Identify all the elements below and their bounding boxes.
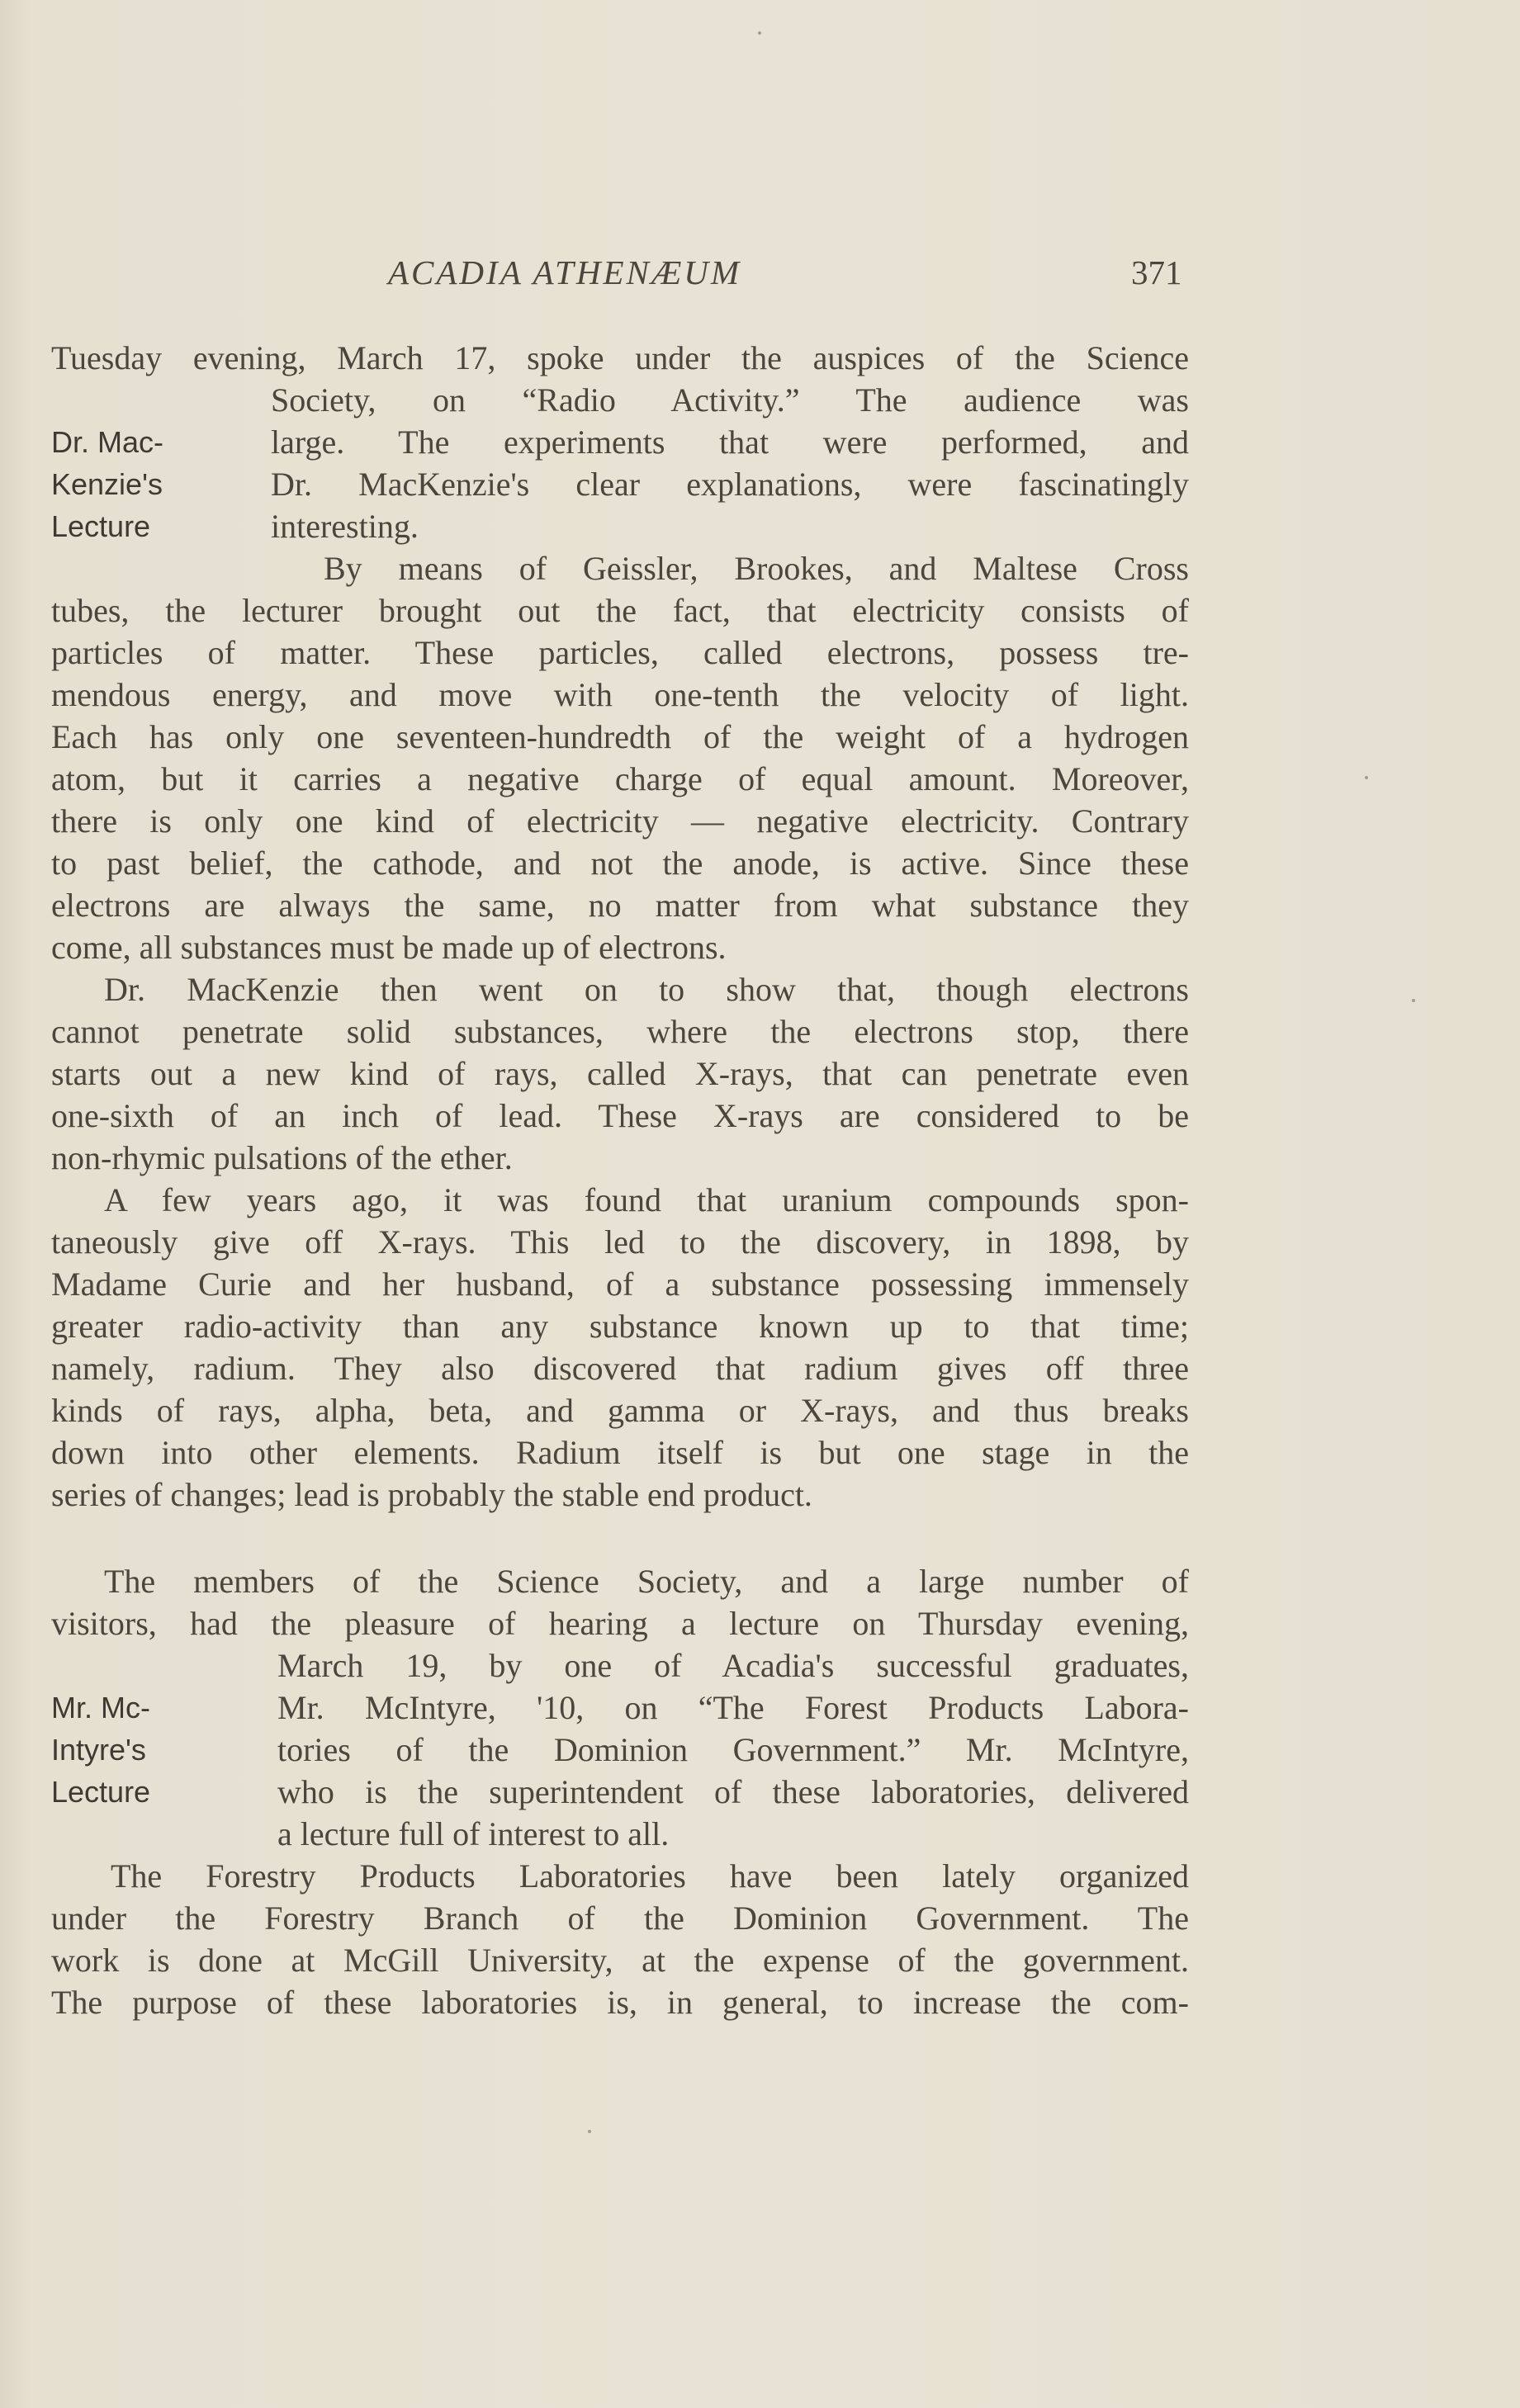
running-title: ACADIA ATHENÆUM bbox=[388, 253, 742, 291]
hanging-block bbox=[51, 379, 1189, 547]
text-line: down into other elements. Radium itself is but one stage in the bbox=[51, 1434, 1189, 1471]
text-line: March 19, by one of Acadia's successful graduates, bbox=[277, 1647, 1189, 1684]
side-heading-line: Mr. Mc- bbox=[51, 1691, 150, 1724]
side-heading bbox=[51, 1644, 271, 1813]
text-line: a lecture full of interest to all. bbox=[277, 1815, 670, 1852]
text-line: Tuesday evening, March 17, spoke under the auspices of the Science bbox=[51, 339, 1189, 376]
page-header bbox=[0, 248, 1520, 297]
text-line: tubes, the lecturer brought out the fact, that electricity consists of bbox=[51, 592, 1189, 629]
text-line: there is only one kind of electricity — negative electricity. Contrary bbox=[51, 802, 1189, 840]
text-line: large. The experiments that were performed, and bbox=[271, 423, 1189, 461]
side-heading-line: Intyre's bbox=[51, 1733, 146, 1767]
text-line: taneously give off X-rays. This led to the discovery, in 1898, by bbox=[51, 1223, 1189, 1261]
paper-speck bbox=[588, 2130, 591, 2133]
hanging-text bbox=[271, 1644, 1189, 1855]
paper-speck bbox=[1365, 776, 1368, 779]
text-line: work is done at McGill University, at the expense of the government. bbox=[51, 1942, 1189, 1979]
page-number: 371 bbox=[1131, 253, 1182, 291]
paragraph bbox=[51, 1855, 1189, 2023]
text-line: visitors, had the pleasure of hearing a lecture on Thursday evening, bbox=[51, 1605, 1189, 1642]
text-line: particles of matter. These particles, called electrons, possess tre- bbox=[51, 634, 1189, 671]
paragraph bbox=[51, 547, 1189, 968]
text-line: The members of the Science Society, and a large number of bbox=[104, 1563, 1189, 1600]
text-line: Mr. McIntyre, '10, on “The Forest Products Labora- bbox=[277, 1689, 1189, 1726]
text-line: Dr. MacKenzie's clear explanations, were fascinatingly bbox=[271, 466, 1189, 503]
text-line: Dr. MacKenzie then went on to show that, though electrons bbox=[104, 971, 1189, 1008]
hanging-text bbox=[271, 379, 1189, 547]
side-heading-line: Lecture bbox=[51, 1775, 151, 1809]
article-mcintyre-lecture bbox=[51, 1560, 1189, 2023]
text-line: interesting. bbox=[271, 508, 419, 545]
hanging-block bbox=[51, 1644, 1189, 1855]
text-line: mendous energy, and move with one-tenth the velocity of light. bbox=[51, 676, 1189, 713]
text-line: tories of the Dominion Government.” Mr. McIntyre, bbox=[277, 1731, 1189, 1768]
text-line: namely, radium. They also discovered that radium gives off three bbox=[51, 1350, 1189, 1387]
paper-speck bbox=[758, 31, 761, 35]
side-heading-line: Kenzie's bbox=[51, 467, 163, 501]
text-line: under the Forestry Branch of the Dominion Government. The bbox=[51, 1899, 1189, 1937]
text-line: Society, on “Radio Activity.” The audience was bbox=[271, 381, 1189, 419]
text-line: kinds of rays, alpha, beta, and gamma or X-rays, and thus breaks bbox=[51, 1392, 1189, 1429]
text-line: electrons are always the same, no matter from what substance they bbox=[51, 887, 1189, 924]
text-line: come, all substances must be made up of electrons. bbox=[51, 929, 727, 966]
article-mackenzie-lecture bbox=[51, 337, 1189, 1516]
side-heading-line: Dr. Mac- bbox=[51, 425, 164, 459]
text-line: greater radio-activity than any substance known up to that time; bbox=[51, 1308, 1189, 1345]
side-heading-line: Lecture bbox=[51, 509, 151, 543]
text-line: The Forestry Products Laboratories have been lately organized bbox=[111, 1857, 1189, 1895]
text-line: series of changes; lead is probably the stable end product. bbox=[51, 1476, 812, 1513]
text-line: By means of Geissler, Brookes, and Maltese Cross bbox=[324, 550, 1189, 587]
text-line: non-rhymic pulsations of the ether. bbox=[51, 1139, 513, 1176]
text-line: to past belief, the cathode, and not the anode, is active. Since these bbox=[51, 844, 1189, 882]
text-line: The purpose of these laboratories is, in general, to increase the com- bbox=[51, 1984, 1189, 2021]
text-line: cannot penetrate solid substances, where the electrons stop, there bbox=[51, 1013, 1189, 1050]
paragraph bbox=[51, 1179, 1189, 1516]
text-line: one-sixth of an inch of lead. These X-rays are considered to be bbox=[51, 1097, 1189, 1134]
text-line: Each has only one seventeen-hundredth of the weight of a hydrogen bbox=[51, 718, 1189, 755]
text-line: A few years ago, it was found that uranium compounds spon- bbox=[104, 1181, 1189, 1218]
text-line: atom, but it carries a negative charge of equal amount. Moreover, bbox=[51, 760, 1189, 797]
text-line: starts out a new kind of rays, called X-rays, that can penetrate even bbox=[51, 1055, 1189, 1092]
paragraph bbox=[51, 968, 1189, 1179]
paper-speck bbox=[1412, 999, 1415, 1002]
text-line: Madame Curie and her husband, of a substance possessing immensely bbox=[51, 1266, 1189, 1303]
side-heading bbox=[51, 379, 271, 547]
text-line: who is the superintendent of these laboratories, delivered bbox=[277, 1773, 1189, 1810]
